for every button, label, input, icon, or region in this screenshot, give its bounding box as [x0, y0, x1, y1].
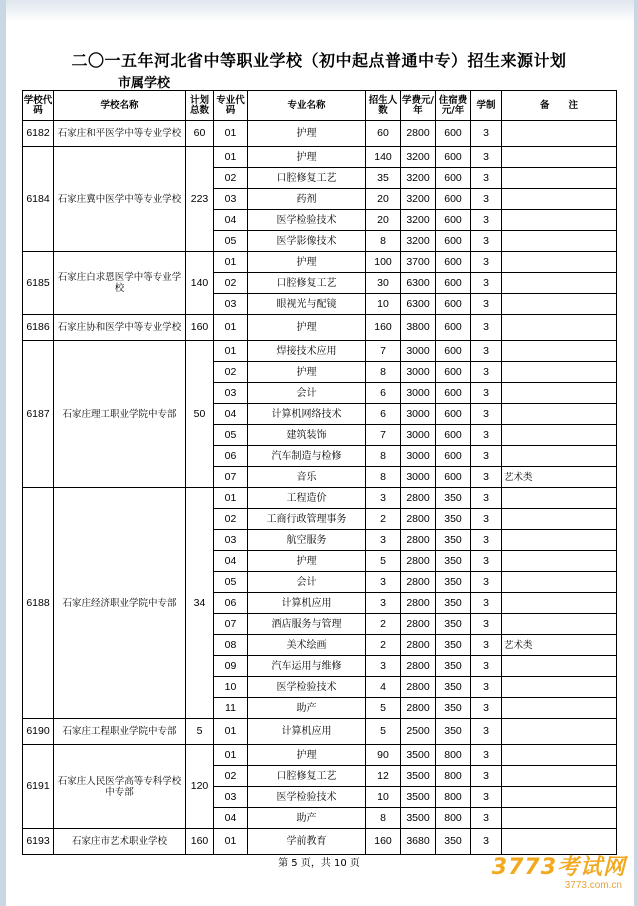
enroll-count-cell: 30 [366, 273, 401, 294]
school-code-cell: 6184 [23, 147, 54, 252]
study-years-cell: 3 [471, 425, 502, 446]
major-code-cell: 04 [214, 808, 248, 829]
major-code-cell: 01 [214, 829, 248, 855]
remark-cell [502, 362, 617, 383]
lodging-fee-cell: 600 [436, 210, 471, 231]
tuition-cell: 3000 [401, 404, 436, 425]
school-code-cell: 6182 [23, 121, 54, 147]
tuition-cell: 3200 [401, 210, 436, 231]
major-code-cell: 07 [214, 614, 248, 635]
major-name-cell: 建筑装饰 [248, 425, 366, 446]
remark-cell [502, 745, 617, 766]
major-code-cell: 03 [214, 189, 248, 210]
plan-total-cell: 140 [186, 252, 214, 315]
watermark-url: 3773.com.cn [564, 880, 622, 891]
enroll-count-cell: 160 [366, 829, 401, 855]
school-name-cell: 石家庄工程职业学院中专部 [54, 719, 186, 745]
lodging-fee-cell: 350 [436, 829, 471, 855]
remark-cell [502, 147, 617, 168]
header-enroll: 招生人数 [366, 91, 401, 121]
major-code-cell: 08 [214, 635, 248, 656]
tuition-cell: 3000 [401, 341, 436, 362]
lodging-fee-cell: 600 [436, 425, 471, 446]
table-row [23, 252, 617, 273]
window-left-edge [0, 0, 6, 906]
enroll-count-cell: 2 [366, 509, 401, 530]
tuition-cell: 2800 [401, 488, 436, 509]
enroll-count-cell: 60 [366, 121, 401, 147]
major-name-cell: 医学检验技术 [248, 787, 366, 808]
page-title: 二〇一五年河北省中等职业学校（初中起点普通中专）招生来源计划 [71, 51, 567, 70]
lodging-fee-cell: 600 [436, 231, 471, 252]
tuition-cell: 3200 [401, 231, 436, 252]
enroll-count-cell: 10 [366, 787, 401, 808]
tuition-cell: 2800 [401, 509, 436, 530]
lodging-fee-cell: 800 [436, 766, 471, 787]
major-name-cell: 口腔修复工艺 [248, 273, 366, 294]
enroll-count-cell: 3 [366, 572, 401, 593]
lodging-fee-cell: 600 [436, 189, 471, 210]
tuition-cell: 2800 [401, 677, 436, 698]
table-row [23, 121, 617, 147]
tuition-cell: 3200 [401, 147, 436, 168]
enroll-count-cell: 90 [366, 745, 401, 766]
major-code-cell: 06 [214, 446, 248, 467]
tuition-cell: 2800 [401, 593, 436, 614]
enroll-count-cell: 20 [366, 189, 401, 210]
tuition-cell: 3200 [401, 168, 436, 189]
lodging-fee-cell: 350 [436, 593, 471, 614]
enroll-count-cell: 8 [366, 362, 401, 383]
school-code-cell: 6188 [23, 488, 54, 719]
remark-cell [502, 808, 617, 829]
study-years-cell: 3 [471, 294, 502, 315]
enroll-count-cell: 8 [366, 231, 401, 252]
lodging-fee-cell: 600 [436, 252, 471, 273]
remark-cell [502, 294, 617, 315]
study-years-cell: 3 [471, 121, 502, 147]
plan-total-cell: 160 [186, 315, 214, 341]
tuition-cell: 3000 [401, 362, 436, 383]
tuition-cell: 2800 [401, 614, 436, 635]
remark-cell [502, 425, 617, 446]
study-years-cell: 3 [471, 551, 502, 572]
header-total: 计划总数 [186, 91, 214, 121]
study-years-cell: 3 [471, 677, 502, 698]
remark-cell [502, 341, 617, 362]
lodging-fee-cell: 350 [436, 614, 471, 635]
table-row [23, 147, 617, 168]
remark-cell [502, 614, 617, 635]
major-code-cell: 01 [214, 745, 248, 766]
plan-total-cell: 120 [186, 745, 214, 829]
study-years-cell: 3 [471, 404, 502, 425]
study-years-cell: 3 [471, 808, 502, 829]
tuition-cell: 2500 [401, 719, 436, 745]
study-years-cell: 3 [471, 509, 502, 530]
major-code-cell: 01 [214, 121, 248, 147]
major-name-cell: 计算机应用 [248, 719, 366, 745]
enroll-count-cell: 100 [366, 252, 401, 273]
school-code-cell: 6190 [23, 719, 54, 745]
lodging-fee-cell: 800 [436, 787, 471, 808]
remark-cell [502, 766, 617, 787]
major-name-cell: 焊接技术应用 [248, 341, 366, 362]
major-name-cell: 计算机应用 [248, 593, 366, 614]
enrollment-plan-table [22, 90, 617, 855]
lodging-fee-cell: 600 [436, 341, 471, 362]
school-name-cell: 石家庄冀中医学中等专业学校 [54, 147, 186, 252]
table-row [23, 341, 617, 362]
major-code-cell: 03 [214, 294, 248, 315]
tuition-cell: 3000 [401, 383, 436, 404]
header-major-name: 专业名称 [248, 91, 366, 121]
lodging-fee-cell: 350 [436, 551, 471, 572]
lodging-fee-cell: 600 [436, 404, 471, 425]
study-years-cell: 3 [471, 315, 502, 341]
lodging-fee-cell: 350 [436, 656, 471, 677]
enroll-count-cell: 6 [366, 404, 401, 425]
lodging-fee-cell: 350 [436, 698, 471, 719]
major-name-cell: 助产 [248, 808, 366, 829]
enroll-count-cell: 10 [366, 294, 401, 315]
table-row [23, 745, 617, 766]
remark-cell [502, 698, 617, 719]
window-top-edge [0, 0, 638, 22]
major-code-cell: 05 [214, 572, 248, 593]
study-years-cell: 3 [471, 273, 502, 294]
major-code-cell: 09 [214, 656, 248, 677]
enroll-count-cell: 2 [366, 614, 401, 635]
enroll-count-cell: 7 [366, 425, 401, 446]
tuition-cell: 3200 [401, 189, 436, 210]
major-code-cell: 10 [214, 677, 248, 698]
major-code-cell: 11 [214, 698, 248, 719]
enroll-count-cell: 8 [366, 467, 401, 488]
tuition-cell: 3000 [401, 467, 436, 488]
study-years-cell: 3 [471, 656, 502, 677]
enroll-count-cell: 2 [366, 635, 401, 656]
plan-total-cell: 34 [186, 488, 214, 719]
lodging-fee-cell: 600 [436, 446, 471, 467]
major-code-cell: 01 [214, 341, 248, 362]
major-name-cell: 医学影像技术 [248, 231, 366, 252]
major-code-cell: 03 [214, 787, 248, 808]
table-row [23, 315, 617, 341]
major-name-cell: 会计 [248, 572, 366, 593]
major-code-cell: 01 [214, 488, 248, 509]
major-name-cell: 美术绘画 [248, 635, 366, 656]
remark-cell [502, 168, 617, 189]
enroll-count-cell: 7 [366, 341, 401, 362]
school-code-cell: 6186 [23, 315, 54, 341]
header-years: 学制 [471, 91, 502, 121]
remark-cell [502, 189, 617, 210]
major-name-cell: 护理 [248, 147, 366, 168]
lodging-fee-cell: 350 [436, 509, 471, 530]
school-name-cell: 石家庄理工职业学院中专部 [54, 341, 186, 488]
remark-cell [502, 315, 617, 341]
study-years-cell: 3 [471, 745, 502, 766]
remark-cell: 艺术类 [502, 467, 617, 488]
major-code-cell: 04 [214, 551, 248, 572]
lodging-fee-cell: 600 [436, 362, 471, 383]
remark-cell [502, 509, 617, 530]
major-name-cell: 工商行政管理事务 [248, 509, 366, 530]
major-name-cell: 汽车制造与检修 [248, 446, 366, 467]
study-years-cell: 3 [471, 530, 502, 551]
lodging-fee-cell: 600 [436, 147, 471, 168]
remark-cell [502, 656, 617, 677]
major-code-cell: 01 [214, 252, 248, 273]
remark-cell [502, 383, 617, 404]
major-name-cell: 工程造价 [248, 488, 366, 509]
major-code-cell: 02 [214, 273, 248, 294]
major-code-cell: 04 [214, 210, 248, 231]
major-name-cell: 护理 [248, 121, 366, 147]
study-years-cell: 3 [471, 829, 502, 855]
major-name-cell: 会计 [248, 383, 366, 404]
tuition-cell: 3500 [401, 745, 436, 766]
lodging-fee-cell: 350 [436, 677, 471, 698]
study-years-cell: 3 [471, 446, 502, 467]
major-name-cell: 航空服务 [248, 530, 366, 551]
school-code-cell: 6185 [23, 252, 54, 315]
enroll-count-cell: 6 [366, 383, 401, 404]
major-code-cell: 03 [214, 530, 248, 551]
major-name-cell: 护理 [248, 315, 366, 341]
study-years-cell: 3 [471, 383, 502, 404]
enroll-count-cell: 8 [366, 446, 401, 467]
tuition-cell: 2800 [401, 121, 436, 147]
major-code-cell: 03 [214, 383, 248, 404]
lodging-fee-cell: 600 [436, 121, 471, 147]
enroll-count-cell: 5 [366, 551, 401, 572]
table-header-row [23, 91, 617, 121]
major-name-cell: 学前教育 [248, 829, 366, 855]
tuition-cell: 2800 [401, 572, 436, 593]
tuition-cell: 3700 [401, 252, 436, 273]
major-code-cell: 05 [214, 425, 248, 446]
tuition-cell: 6300 [401, 273, 436, 294]
study-years-cell: 3 [471, 488, 502, 509]
tuition-cell: 2800 [401, 530, 436, 551]
major-name-cell: 护理 [248, 551, 366, 572]
remark-cell [502, 446, 617, 467]
school-name-cell: 石家庄协和医学中等专业学校 [54, 315, 186, 341]
study-years-cell: 3 [471, 467, 502, 488]
study-years-cell: 3 [471, 252, 502, 273]
major-code-cell: 06 [214, 593, 248, 614]
tuition-cell: 3500 [401, 766, 436, 787]
study-years-cell: 3 [471, 635, 502, 656]
lodging-fee-cell: 600 [436, 383, 471, 404]
major-name-cell: 酒店服务与管理 [248, 614, 366, 635]
tuition-cell: 2800 [401, 551, 436, 572]
study-years-cell: 3 [471, 231, 502, 252]
major-name-cell: 口腔修复工艺 [248, 168, 366, 189]
header-school-name: 学校名称 [54, 91, 186, 121]
study-years-cell: 3 [471, 168, 502, 189]
lodging-fee-cell: 350 [436, 719, 471, 745]
watermark-logo: 3773考试网 [491, 855, 626, 880]
remark-cell [502, 273, 617, 294]
header-tuition: 学费元/年 [401, 91, 436, 121]
remark-cell: 艺术类 [502, 635, 617, 656]
lodging-fee-cell: 600 [436, 467, 471, 488]
header-lodging: 住宿费元/年 [436, 91, 471, 121]
major-code-cell: 01 [214, 315, 248, 341]
school-name-cell: 石家庄经济职业学院中专部 [54, 488, 186, 719]
enroll-count-cell: 35 [366, 168, 401, 189]
study-years-cell: 3 [471, 341, 502, 362]
plan-total-cell: 5 [186, 719, 214, 745]
enroll-count-cell: 3 [366, 656, 401, 677]
lodging-fee-cell: 600 [436, 273, 471, 294]
site-watermark [472, 850, 632, 900]
major-code-cell: 05 [214, 231, 248, 252]
study-years-cell: 3 [471, 766, 502, 787]
lodging-fee-cell: 600 [436, 294, 471, 315]
table-row [23, 719, 617, 745]
page-footer: 第 5 页，共 10 页 [278, 858, 360, 869]
school-name-cell: 石家庄白求恩医学中等专业学校 [54, 252, 186, 315]
school-name-cell: 石家庄和平医学中等专业学校 [54, 121, 186, 147]
major-name-cell: 医学检验技术 [248, 677, 366, 698]
major-code-cell: 04 [214, 404, 248, 425]
remark-cell [502, 210, 617, 231]
remark-cell [502, 677, 617, 698]
major-code-cell: 01 [214, 719, 248, 745]
study-years-cell: 3 [471, 147, 502, 168]
major-name-cell: 音乐 [248, 467, 366, 488]
major-name-cell: 护理 [248, 252, 366, 273]
school-code-cell: 6193 [23, 829, 54, 855]
major-code-cell: 02 [214, 509, 248, 530]
school-name-cell: 石家庄人民医学高等专科学校中专部 [54, 745, 186, 829]
major-code-cell: 01 [214, 147, 248, 168]
study-years-cell: 3 [471, 362, 502, 383]
major-name-cell: 眼视光与配镜 [248, 294, 366, 315]
window-right-edge [634, 0, 638, 906]
major-name-cell: 医学检验技术 [248, 210, 366, 231]
remark-cell [502, 572, 617, 593]
major-name-cell: 口腔修复工艺 [248, 766, 366, 787]
remark-cell [502, 488, 617, 509]
study-years-cell: 3 [471, 719, 502, 745]
tuition-cell: 2800 [401, 698, 436, 719]
enroll-count-cell: 12 [366, 766, 401, 787]
school-code-cell: 6187 [23, 341, 54, 488]
enroll-count-cell: 5 [366, 698, 401, 719]
enroll-count-cell: 8 [366, 808, 401, 829]
lodging-fee-cell: 350 [436, 635, 471, 656]
lodging-fee-cell: 600 [436, 168, 471, 189]
enroll-count-cell: 3 [366, 488, 401, 509]
remark-cell [502, 787, 617, 808]
enroll-count-cell: 5 [366, 719, 401, 745]
major-code-cell: 02 [214, 766, 248, 787]
major-code-cell: 07 [214, 467, 248, 488]
major-name-cell: 计算机网络技术 [248, 404, 366, 425]
remark-cell [502, 719, 617, 745]
tuition-cell: 2800 [401, 656, 436, 677]
lodging-fee-cell: 800 [436, 808, 471, 829]
remark-cell [502, 121, 617, 147]
section-subtitle: 市属学校 [118, 76, 171, 91]
lodging-fee-cell: 600 [436, 315, 471, 341]
study-years-cell: 3 [471, 698, 502, 719]
major-name-cell: 助产 [248, 698, 366, 719]
remark-cell [502, 530, 617, 551]
tuition-cell: 3800 [401, 315, 436, 341]
study-years-cell: 3 [471, 189, 502, 210]
tuition-cell: 3000 [401, 446, 436, 467]
school-code-cell: 6191 [23, 745, 54, 829]
plan-total-cell: 50 [186, 341, 214, 488]
study-years-cell: 3 [471, 210, 502, 231]
lodging-fee-cell: 350 [436, 572, 471, 593]
major-name-cell: 汽车运用与维修 [248, 656, 366, 677]
remark-cell [502, 404, 617, 425]
header-school-code: 学校代码 [23, 91, 54, 121]
table-row [23, 488, 617, 509]
major-name-cell: 药剂 [248, 189, 366, 210]
study-years-cell: 3 [471, 593, 502, 614]
enroll-count-cell: 20 [366, 210, 401, 231]
enroll-count-cell: 160 [366, 315, 401, 341]
remark-cell [502, 252, 617, 273]
school-name-cell: 石家庄市艺术职业学校 [54, 829, 186, 855]
lodging-fee-cell: 800 [436, 745, 471, 766]
major-code-cell: 02 [214, 362, 248, 383]
lodging-fee-cell: 350 [436, 488, 471, 509]
major-code-cell: 02 [214, 168, 248, 189]
study-years-cell: 3 [471, 572, 502, 593]
tuition-cell: 3000 [401, 425, 436, 446]
lodging-fee-cell: 350 [436, 530, 471, 551]
plan-total-cell: 160 [186, 829, 214, 855]
tuition-cell: 3500 [401, 808, 436, 829]
plan-total-cell: 223 [186, 147, 214, 252]
header-remark: 备 注 [502, 91, 617, 121]
tuition-cell: 2800 [401, 635, 436, 656]
tuition-cell: 3500 [401, 787, 436, 808]
remark-cell [502, 551, 617, 572]
tuition-cell: 3680 [401, 829, 436, 855]
enroll-count-cell: 140 [366, 147, 401, 168]
study-years-cell: 3 [471, 787, 502, 808]
tuition-cell: 6300 [401, 294, 436, 315]
header-major-code: 专业代码 [214, 91, 248, 121]
study-years-cell: 3 [471, 614, 502, 635]
major-name-cell: 护理 [248, 745, 366, 766]
remark-cell [502, 593, 617, 614]
enroll-count-cell: 4 [366, 677, 401, 698]
plan-total-cell: 60 [186, 121, 214, 147]
remark-cell [502, 231, 617, 252]
major-name-cell: 护理 [248, 362, 366, 383]
enroll-count-cell: 3 [366, 530, 401, 551]
enroll-count-cell: 3 [366, 593, 401, 614]
